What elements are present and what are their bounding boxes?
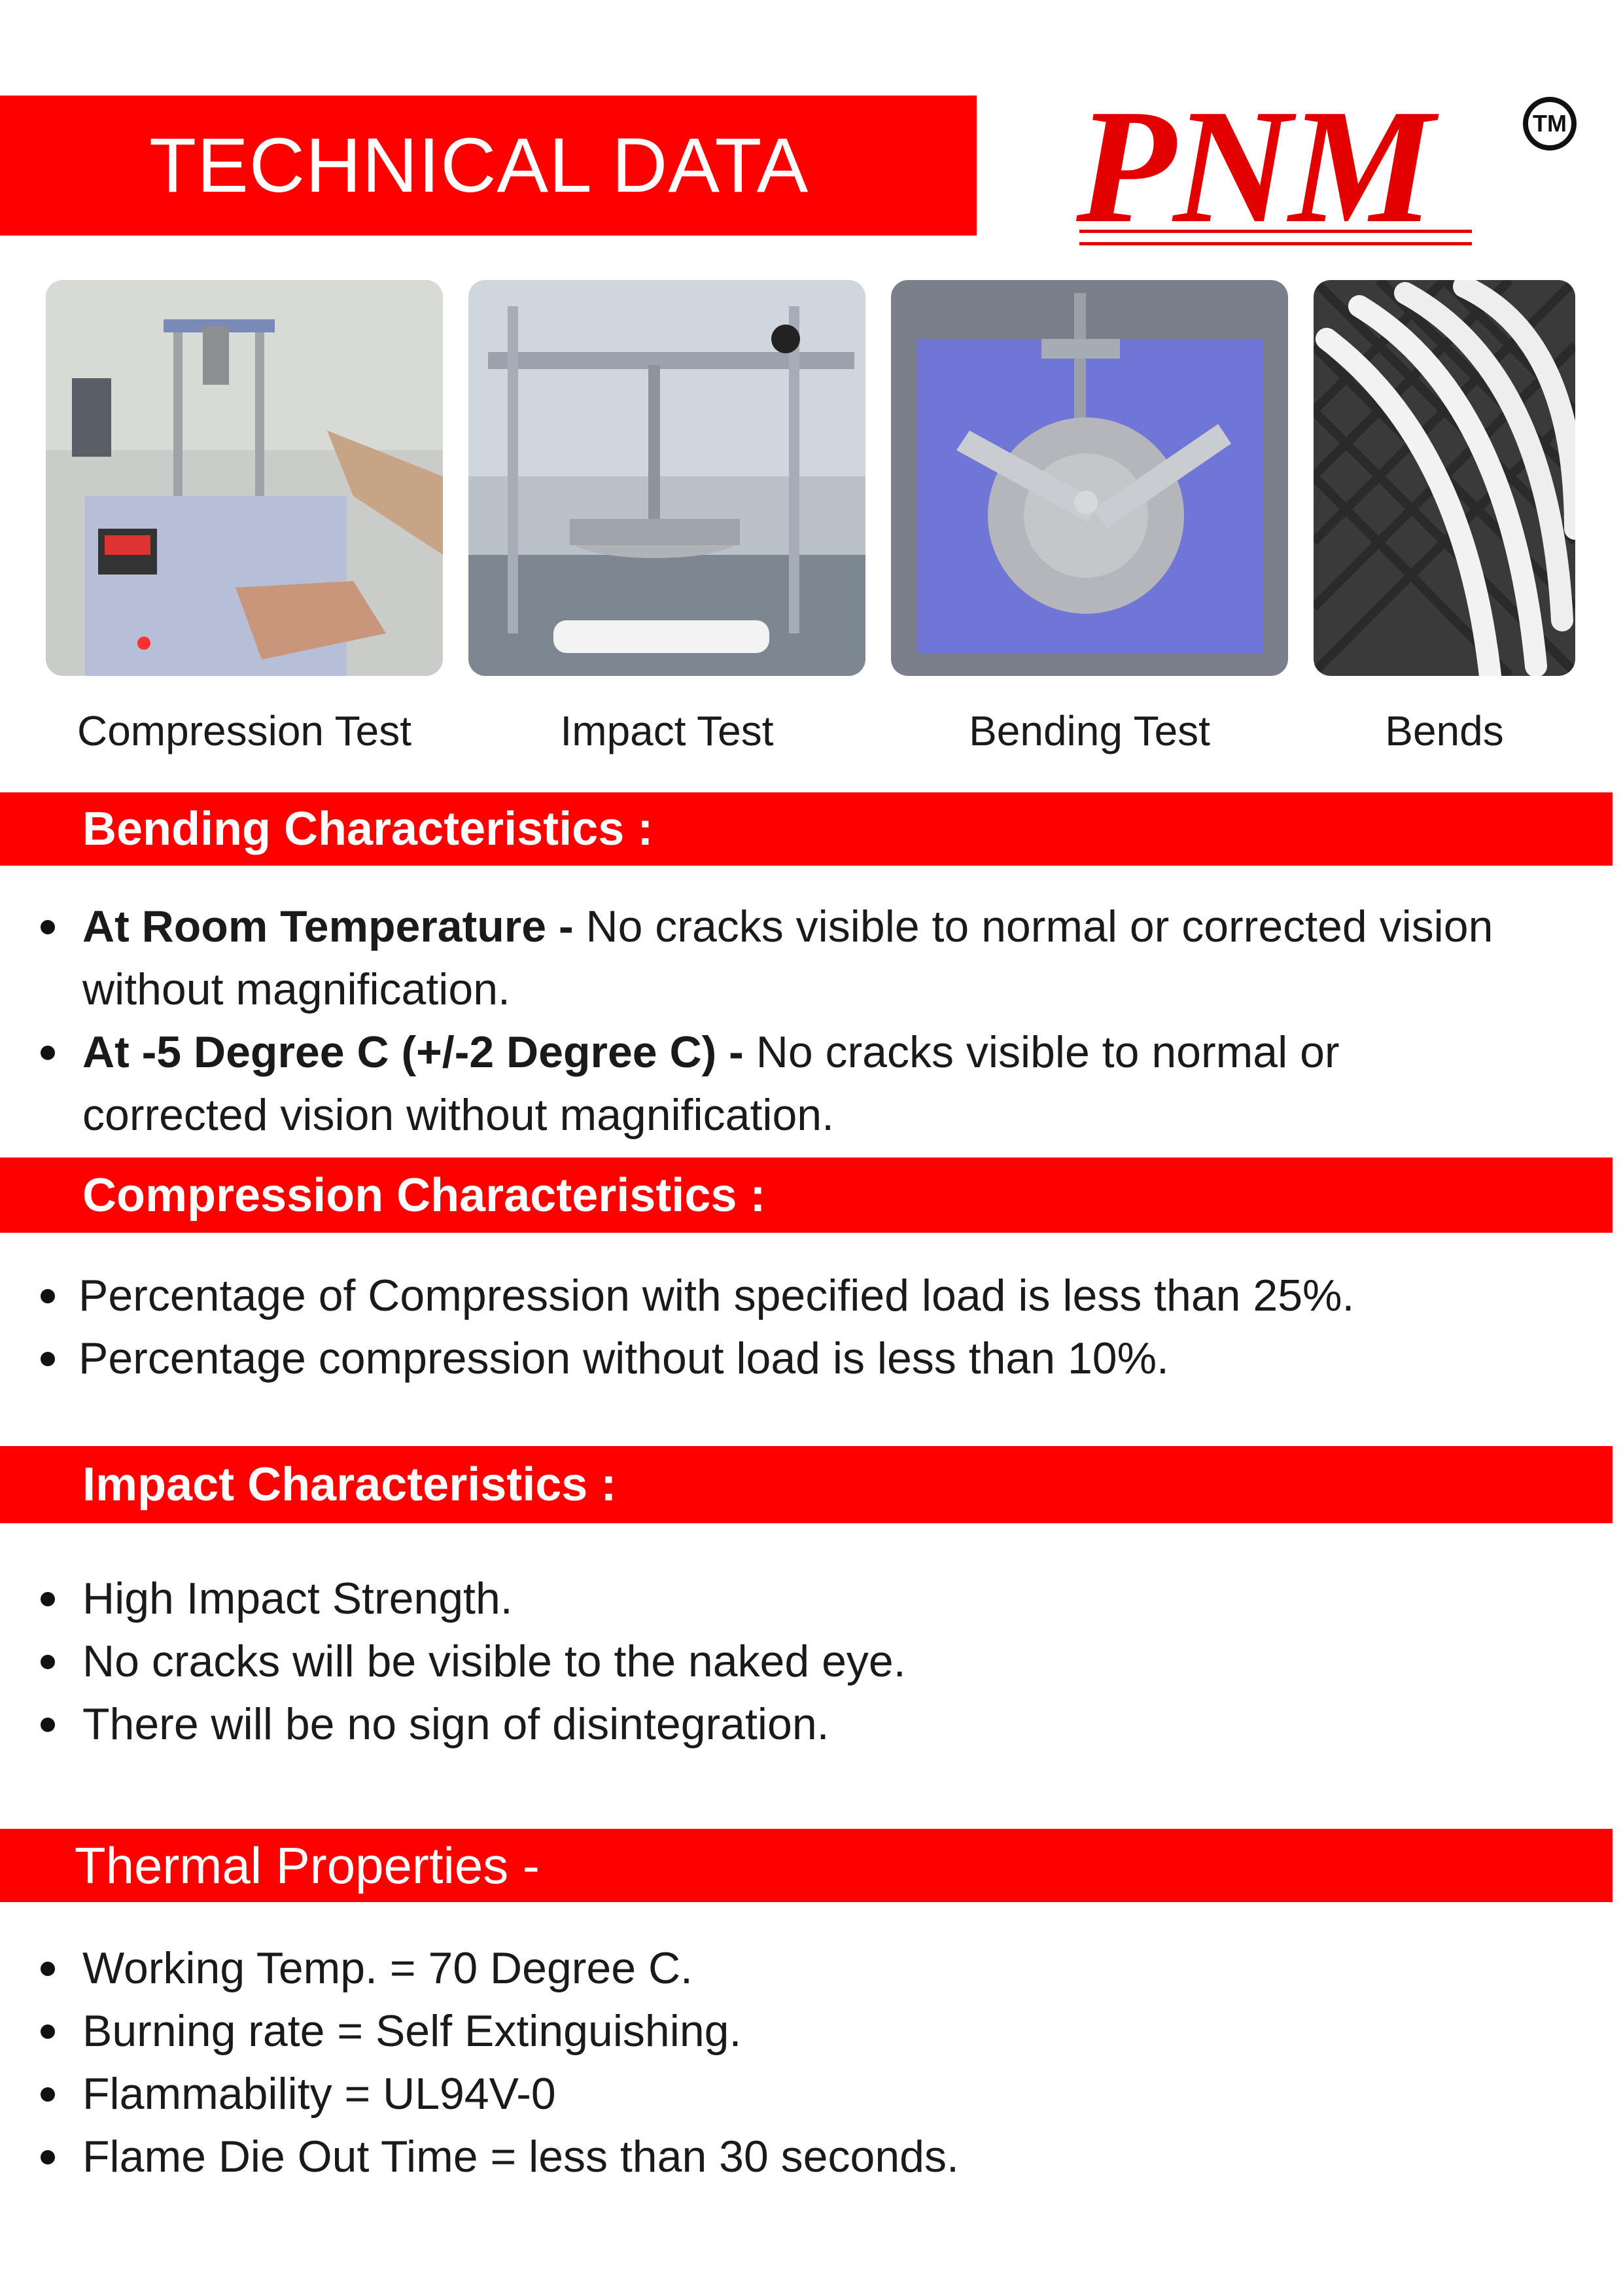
thermal-heading: Thermal Properties - (75, 1836, 540, 1894)
caption-bends: Bends (1385, 707, 1504, 754)
bending-list (0, 895, 1522, 1146)
page-title: TECHNICAL DATA (149, 122, 809, 209)
title-banner (0, 96, 977, 236)
bending-test-photo (891, 280, 1288, 676)
compression-list (0, 1264, 1518, 1390)
logo-underline (1079, 230, 1472, 245)
list-item: Working Temp. = 70 Degree C. (0, 1937, 1522, 2000)
thermal-section-header (0, 1829, 1613, 1902)
item-text: No cracks visible to normal or corrected vision without magnification. (82, 902, 1493, 1014)
bends-photo (1314, 280, 1575, 676)
list-item: There will be no sign of disintegration. (0, 1693, 1522, 1756)
list-item (0, 1021, 1522, 1146)
impact-list (0, 1567, 1522, 1756)
brand-logo (1076, 76, 1501, 257)
impact-section-header (0, 1446, 1613, 1523)
list-item: Flammability = UL94V-0 (0, 2062, 1522, 2125)
list-item: Percentage of Compression with specified load is less than 25%. (0, 1264, 1518, 1327)
item-text: No cracks visible to normal or corrected vision without magnification. (82, 1027, 1340, 1140)
caption-bending-test: Bending Test (969, 707, 1210, 754)
list-item: High Impact Strength. (0, 1567, 1522, 1630)
impact-heading: Impact Characteristics : (82, 1458, 617, 1511)
item-label: At -5 Degree C (+/-2 Degree C) - (82, 1027, 744, 1077)
compression-section-header (0, 1157, 1613, 1233)
list-item: No cracks will be visible to the naked eye. (0, 1630, 1522, 1693)
list-item (0, 895, 1522, 1021)
thermal-list (0, 1937, 1522, 2188)
caption-compression-test: Compression Test (77, 707, 412, 754)
item-label: At Room Temperature - (82, 902, 574, 951)
compression-heading: Compression Characteristics : (82, 1169, 766, 1222)
list-item: Flame Die Out Time = less than 30 seconds. (0, 2125, 1522, 2188)
list-item: Burning rate = Self Extinguishing. (0, 2000, 1522, 2062)
caption-impact-test: Impact Test (560, 707, 774, 754)
bending-heading: Bending Characteristics : (82, 803, 654, 855)
bending-section-header (0, 792, 1613, 866)
impact-test-photo (468, 280, 865, 676)
trademark-symbol: TM (1523, 97, 1577, 150)
list-item: Percentage compression without load is less than 10%. (0, 1327, 1518, 1390)
compression-test-photo (46, 280, 443, 676)
logo-text: PNM (1076, 76, 1432, 257)
